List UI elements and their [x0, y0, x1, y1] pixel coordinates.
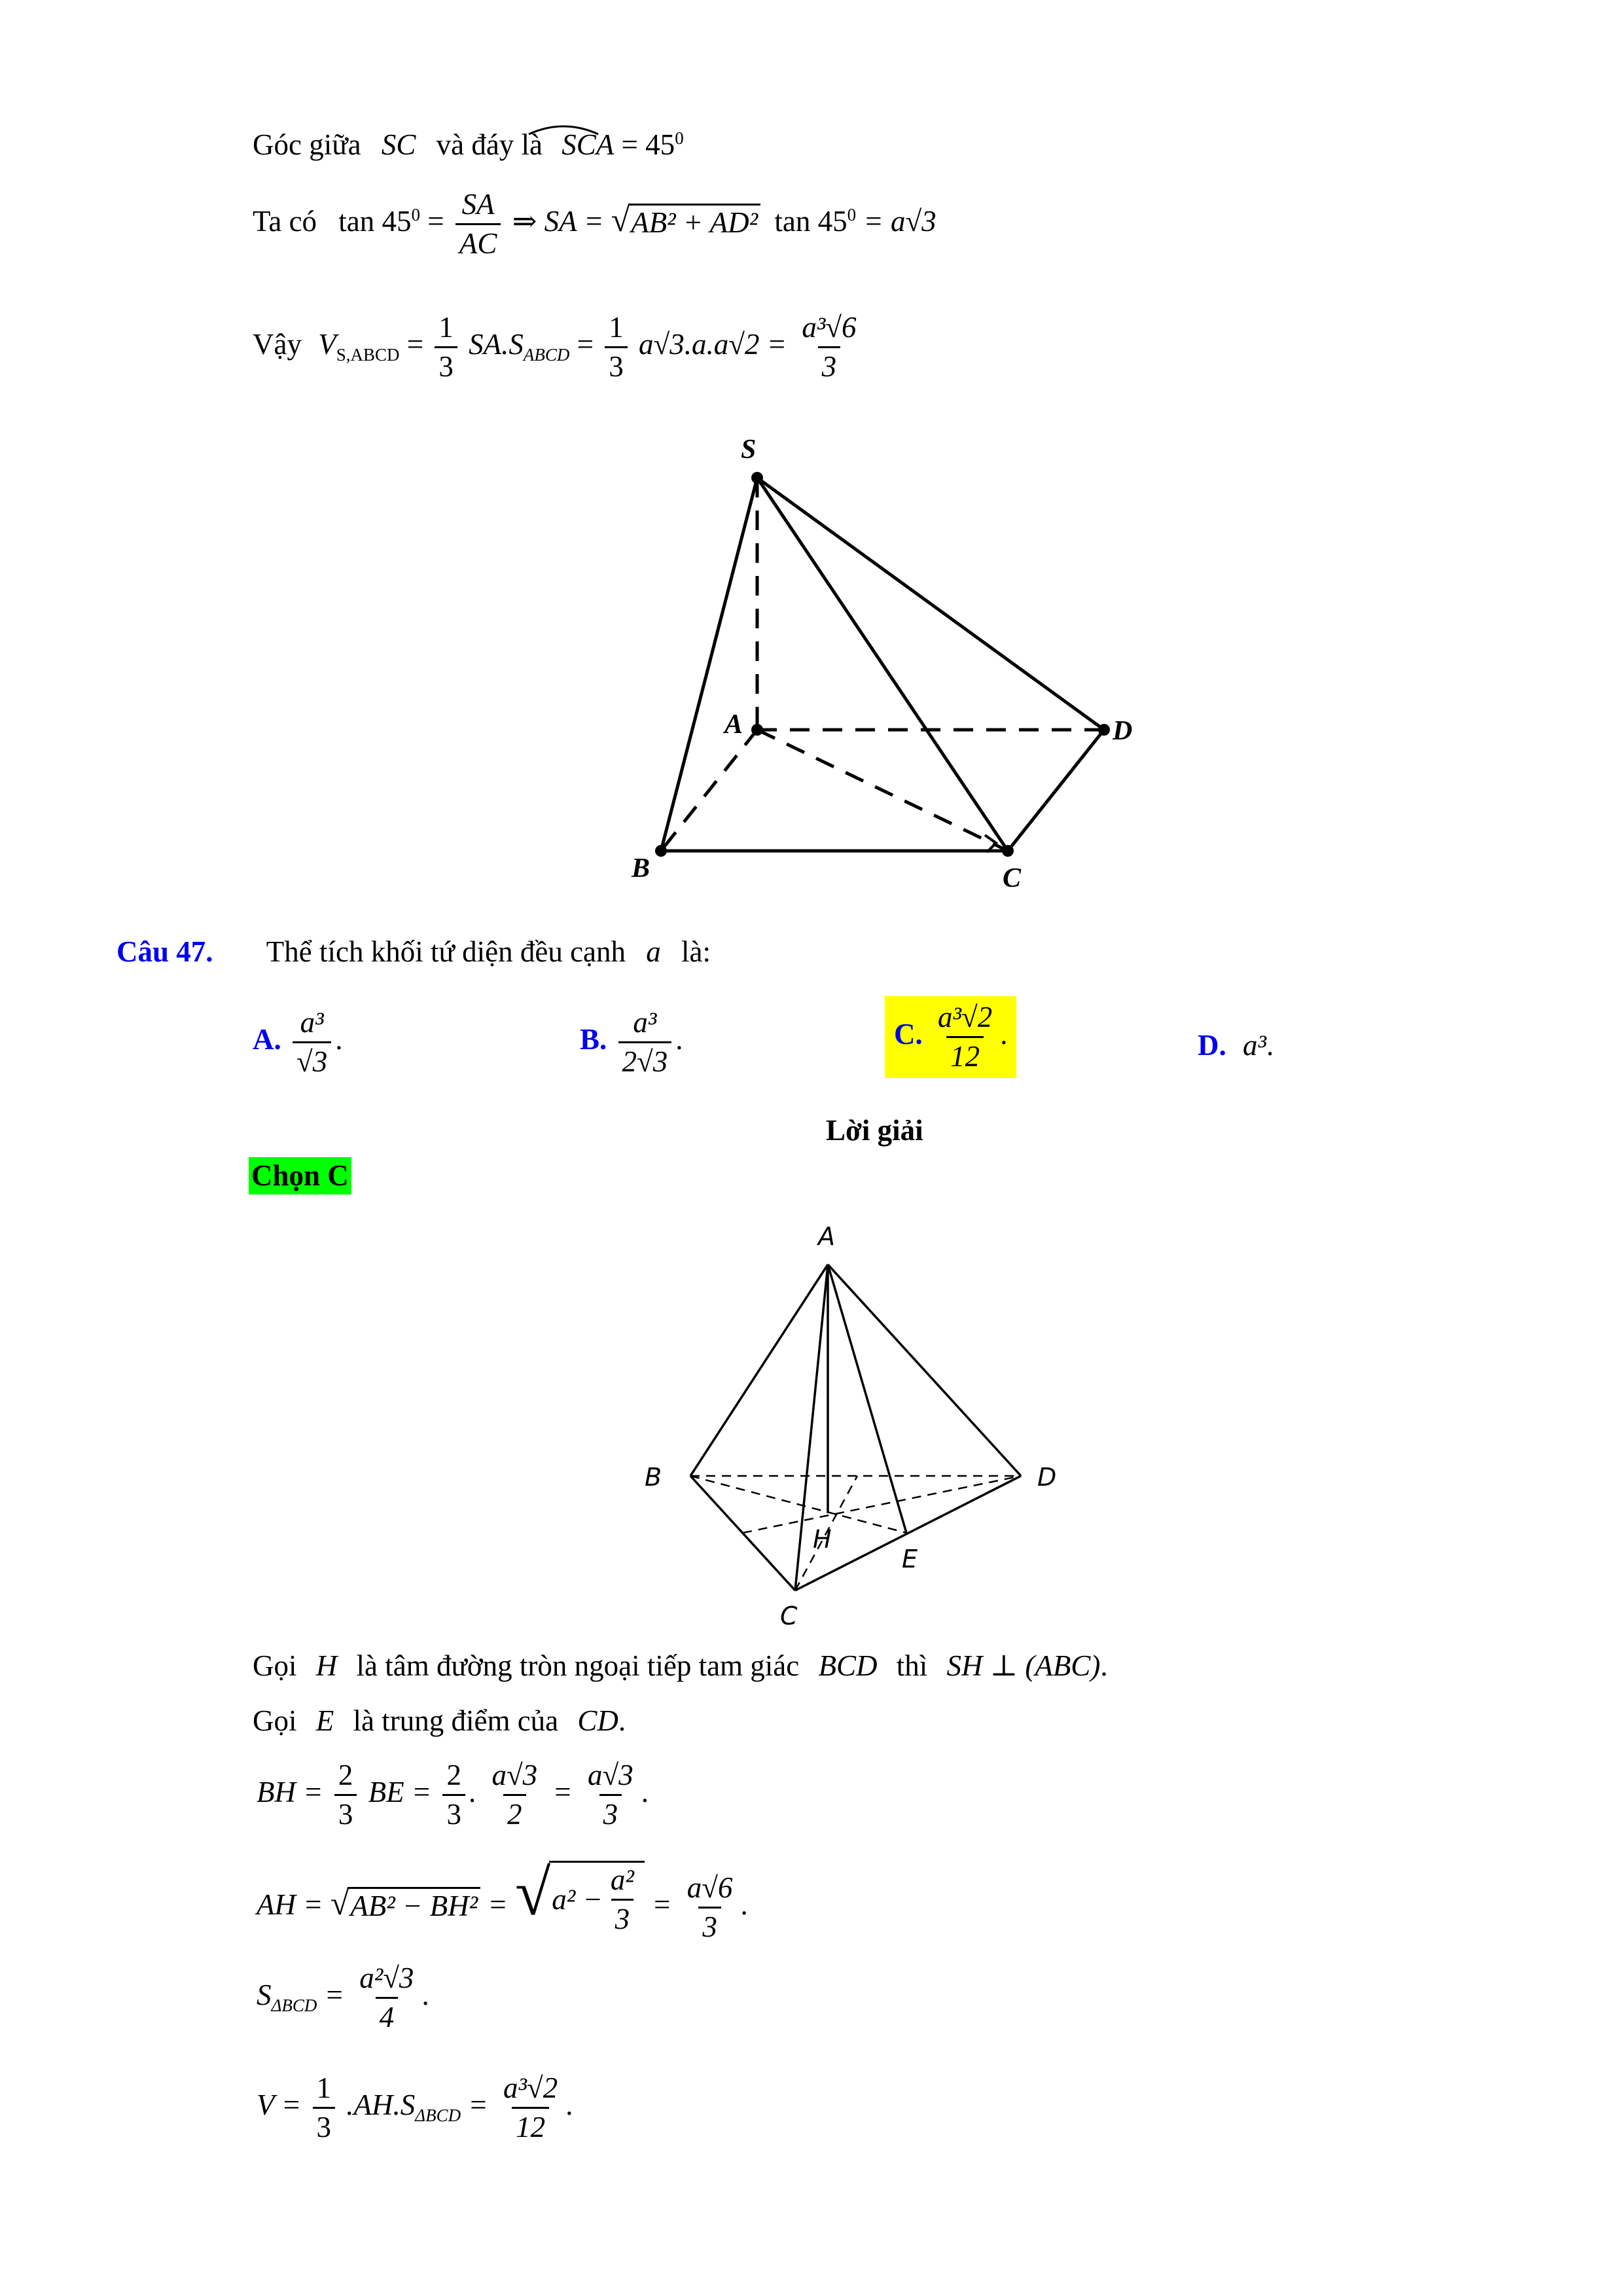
math: = a√3: [863, 204, 936, 238]
angle-value: = 45: [621, 128, 675, 161]
degree: 0: [847, 204, 857, 224]
label-s: S: [741, 435, 757, 465]
fraction-one-third: [605, 313, 628, 382]
radicand: AB² − BH²: [348, 1887, 480, 1921]
fraction: [355, 1964, 418, 2032]
math: a² −: [552, 1883, 603, 1916]
text: thì: [896, 1649, 928, 1682]
numerator: a³√6: [802, 311, 857, 344]
intro-line-3: [253, 313, 865, 382]
math-sc: SC: [381, 128, 416, 161]
sqrt: √ AB² + AD²: [611, 204, 760, 238]
point-s: [751, 472, 763, 484]
text: Ta có: [253, 204, 317, 238]
solution-ah: AH = √ AB² − BH² = √ a² − $\frac{\text{a²}}{3}$ = $\frac{a√6}{3}$ .: [257, 1857, 748, 1944]
math: V: [318, 327, 336, 361]
text: là trung điểm của: [353, 1704, 559, 1737]
denominator: 4: [376, 1997, 399, 2032]
numerator: a³: [633, 1006, 657, 1039]
math: =: [427, 204, 444, 238]
edge-ad: [828, 1265, 1021, 1476]
label-c: C: [1003, 863, 1022, 890]
math: =: [552, 1775, 573, 1808]
math: H: [315, 1649, 338, 1682]
fraction: [313, 2073, 336, 2142]
point-a: [751, 724, 763, 736]
label-d: D: [1113, 716, 1133, 746]
fraction-one-third: [435, 313, 457, 382]
denominator: 3: [818, 346, 841, 382]
text: Vậy: [253, 327, 302, 361]
numerator: a³√2: [503, 2072, 558, 2104]
option-c[interactable]: C. $\frac{\text{a³√2}}{12}$ .: [885, 996, 1016, 1078]
edge-sd: [757, 478, 1104, 730]
math: BE =: [368, 1775, 432, 1808]
fraction-sa-ac: [455, 190, 501, 259]
numerator: 1: [316, 2072, 332, 2104]
fraction: [499, 2073, 562, 2142]
math: =: [406, 327, 424, 361]
option-d[interactable]: D. a³.: [1198, 1029, 1274, 1062]
option-fraction: [618, 1008, 672, 1077]
option-b[interactable]: B. $\frac{\text{a³}}{2√3}$ .: [580, 1006, 683, 1078]
point-d: [1098, 724, 1110, 736]
denominator: 3: [698, 1907, 721, 1942]
label-e: E: [902, 1545, 918, 1573]
edge-cd: [1008, 730, 1104, 851]
solution-heading: Lời giải: [826, 1114, 923, 1147]
numerator: a√3: [588, 1759, 633, 1791]
text: là tâm đường tròn ngoại tiếp tam giác: [356, 1649, 800, 1682]
denominator: 12: [512, 2107, 549, 2142]
fraction: [683, 1873, 737, 1942]
numerator: a√3: [491, 1759, 538, 1791]
label-c: C: [780, 1602, 798, 1630]
denominator: 3: [313, 2107, 336, 2142]
math: =: [488, 1888, 508, 1921]
math: .AH.S: [346, 2088, 416, 2121]
math: BCD: [818, 1649, 878, 1682]
denominator: 3: [435, 346, 457, 382]
numerator: a²√3: [359, 1962, 414, 1994]
denominator: 3: [442, 1794, 465, 1829]
math: ⇒ SA =: [512, 204, 604, 238]
option-letter: A.: [253, 1022, 281, 1056]
text: Góc giữa: [253, 128, 361, 161]
option-expr: a³: [1243, 1029, 1266, 1062]
solution-volume: V = $\frac{1}{3}$ $.AH.S_{\Delta BCD}$ = $\frac{\text{a³√2}}{12}$ .: [257, 2072, 573, 2144]
math: a√3.a.a√2 =: [639, 327, 787, 361]
numerator: 1: [609, 311, 624, 344]
denominator: 3: [334, 1794, 357, 1829]
edge-sb: [661, 478, 757, 851]
numerator: a²: [610, 1863, 634, 1896]
edge-ab: [690, 1265, 828, 1476]
numerator: a³√2: [938, 1001, 993, 1033]
point-b: [655, 845, 667, 857]
math: CD: [577, 1704, 618, 1737]
math: AH =: [257, 1888, 323, 1921]
edge-ac-hidden: [757, 730, 1008, 851]
median-d-hidden: [743, 1476, 1021, 1533]
math: V =: [257, 2088, 302, 2121]
option-letter: D.: [1198, 1029, 1226, 1062]
math: SH ⊥ (ABC): [946, 1649, 1101, 1682]
denominator: 2√3: [618, 1041, 672, 1077]
choice-badge: Chọn C: [249, 1157, 351, 1194]
subscript: ΔBCD: [415, 2105, 461, 2125]
tetrahedron-figure-2: [628, 1217, 1126, 1636]
edge-bc: [690, 1476, 795, 1590]
math: a: [646, 935, 661, 968]
fraction-result: [798, 313, 860, 382]
subscript: ΔBCD: [271, 1995, 317, 2015]
denominator: 3: [611, 1899, 634, 1934]
fraction: [488, 1761, 541, 1829]
label-a: A: [724, 709, 743, 740]
solution-area: $S_{\Delta BCD}$ = $\frac{\text{a²√3}}{4}$ .: [257, 1962, 429, 2034]
angle-sca: SCA: [562, 128, 615, 161]
numerator: 1: [438, 311, 454, 344]
text: và đáy là: [436, 128, 543, 161]
fraction: [607, 1865, 638, 1934]
math: tan 45: [774, 204, 847, 238]
label-b: B: [645, 1463, 662, 1492]
option-letter: B.: [580, 1022, 607, 1056]
fraction: [584, 1761, 637, 1829]
numerator: 2: [338, 1759, 353, 1791]
numerator: a³: [300, 1006, 324, 1039]
label-b: B: [632, 853, 651, 884]
math: tan 45: [338, 204, 412, 238]
question-text: là:: [681, 935, 711, 968]
option-letter: C.: [894, 1017, 923, 1050]
numerator: 2: [446, 1759, 461, 1791]
solution-line-2: Gọi E là trung điểm của CD.: [253, 1704, 626, 1737]
subscript: S,ABCD: [336, 344, 400, 365]
label-d: D: [1037, 1463, 1057, 1492]
solution-bh: BH = $\frac{2}{3}$ BE = $\frac{2}{3}$ . $\frac{a√3}{2}$ = $\frac{a√3}{3}$ .: [257, 1759, 649, 1831]
radicand: AB² + AD²: [628, 204, 760, 238]
denominator: √3: [293, 1041, 331, 1077]
denominator: 12: [946, 1036, 984, 1071]
fraction: [334, 1761, 357, 1829]
numerator: a√6: [687, 1871, 733, 1905]
edge-sc: [757, 478, 1008, 851]
math: =: [468, 2088, 488, 2121]
sqrt: √ a² − $\frac{\text{a²}}{3}$: [515, 1861, 645, 1934]
angle-hat: [527, 121, 599, 135]
math: SA.S: [469, 327, 524, 361]
question-text: Thể tích khối tứ diện đều cạnh: [266, 935, 626, 968]
segment-ae: [828, 1265, 906, 1533]
math: E: [315, 1704, 334, 1737]
degree: 0: [411, 204, 421, 224]
point-c: [1002, 845, 1014, 857]
option-fraction: [934, 1003, 996, 1071]
math: =: [652, 1888, 672, 1921]
denominator: AC: [455, 223, 501, 259]
pyramid-figure-1: [589, 419, 1178, 890]
denominator: 2: [503, 1794, 526, 1829]
denominator: 3: [599, 1794, 622, 1829]
segment-be-hidden: [690, 1476, 906, 1533]
math: =: [577, 327, 594, 361]
subscript: ABCD: [523, 344, 570, 365]
math: BH =: [257, 1775, 323, 1808]
fraction: [442, 1761, 465, 1829]
option-a[interactable]: A. $\frac{\text{a³}}{√3}$ .: [253, 1006, 343, 1078]
option-fraction: [293, 1008, 331, 1077]
text: Gọi: [253, 1704, 297, 1737]
denominator: 3: [605, 346, 628, 382]
solution-line-1: Gọi H là tâm đường tròn ngoại tiếp tam giác BCD thì SH ⊥ (ABC).: [253, 1649, 1108, 1682]
math: S: [257, 1978, 272, 2011]
intro-line-1: [253, 130, 684, 160]
text: Gọi: [253, 1649, 297, 1682]
sqrt: √ AB² − BH²: [330, 1887, 480, 1921]
math: =: [324, 1978, 344, 2011]
degree: 0: [675, 128, 684, 148]
intro-line-2: [253, 190, 936, 259]
label-h: H: [813, 1525, 832, 1554]
label-a: A: [818, 1222, 835, 1251]
numerator: SA: [461, 188, 495, 221]
question-line: [116, 937, 711, 967]
question-number: Câu 47.: [116, 935, 213, 968]
